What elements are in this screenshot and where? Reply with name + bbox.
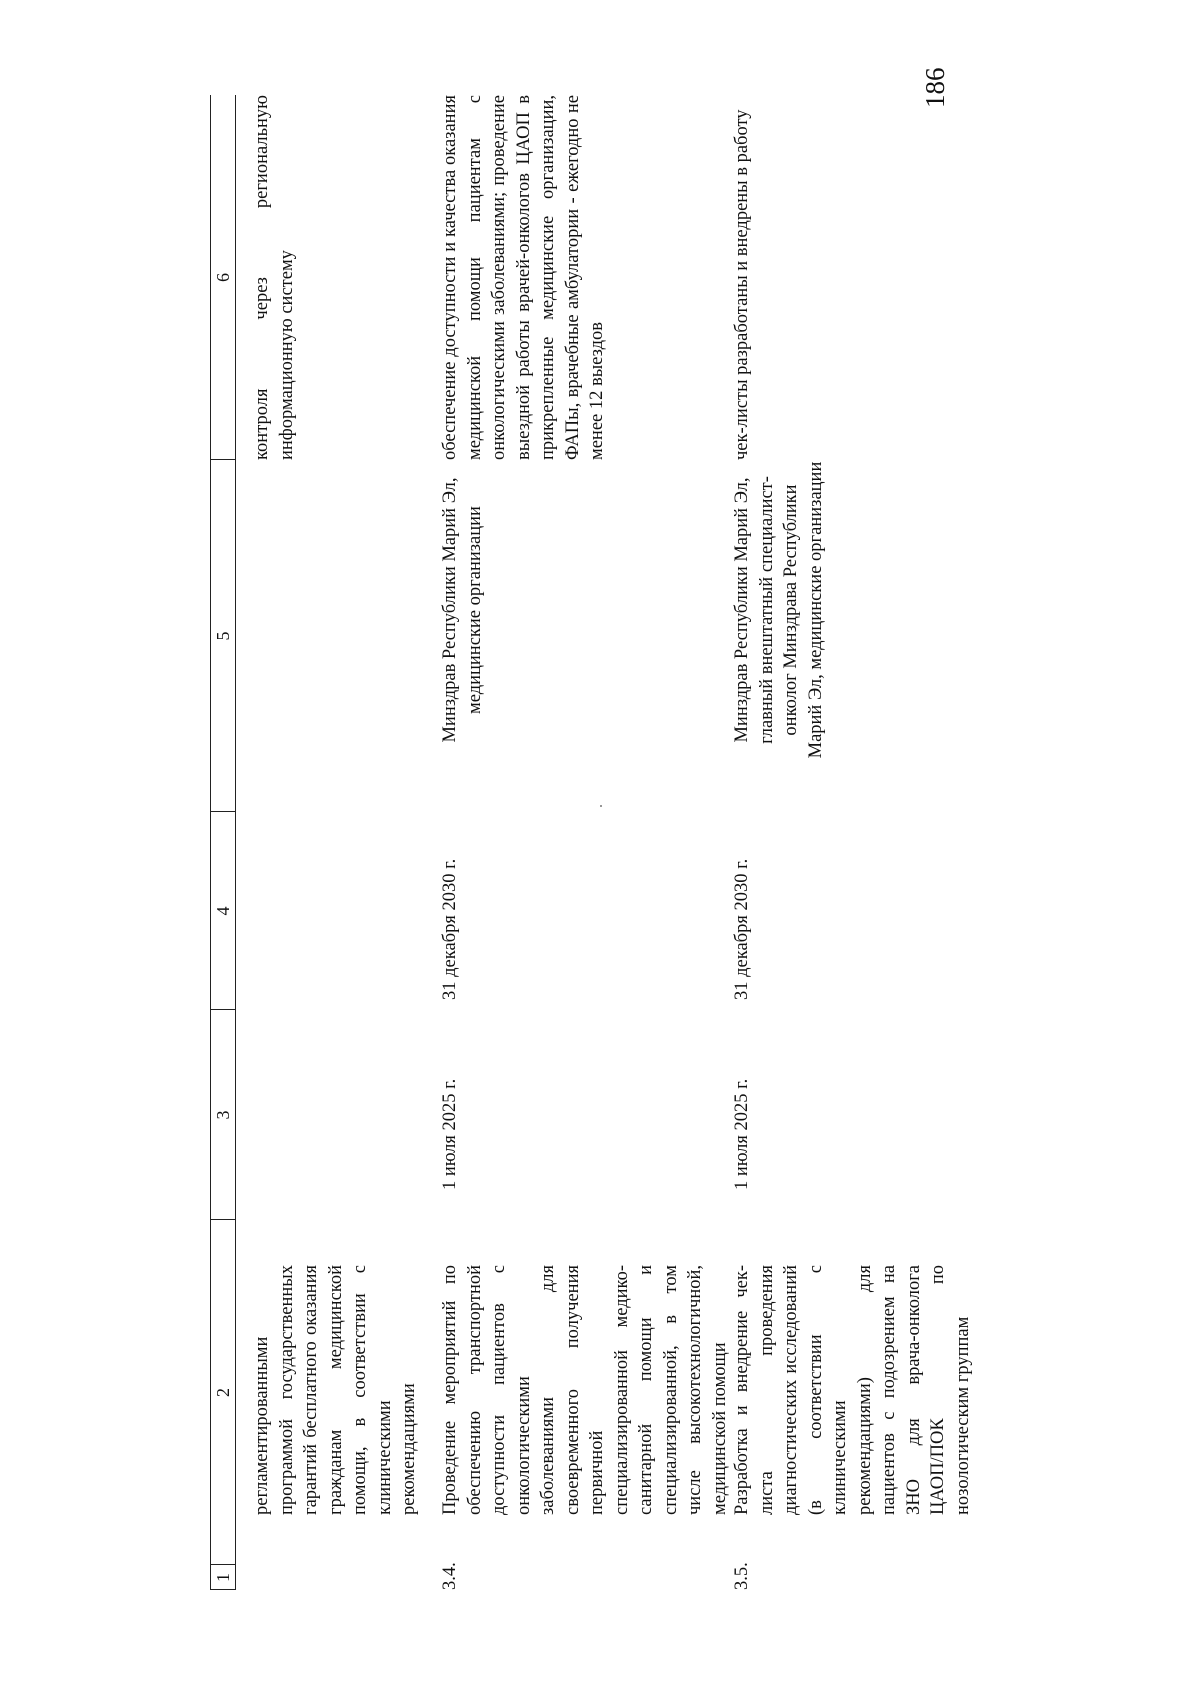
row-3-5-end: 31 декабря 2030 г. bbox=[732, 858, 752, 1000]
row-3-4-end: 31 декабря 2030 г. bbox=[440, 858, 460, 1000]
row-3-4-responsible: Минздрав Республики Марий Эл, медицинские организации bbox=[440, 477, 485, 743]
row-3-5-measure: Разработка и внедрение чек-листа проведения диагностических исследований (в соответствии с клиническими рекомендациями) для пациентов с подозрением на ЗНО для врача-онколога ЦАОП/ПОК по нозологическим группам bbox=[732, 1265, 973, 1515]
col-header-4: 4 bbox=[213, 906, 233, 916]
row-3-4-measure: Проведение мероприятий по обеспечению транспортной доступности пациентов с онкологическими заболеваниями для своевременного получения первичной специализированной медико-санитарной помощи и специализированной, в том числе высокотехнологичной, медицинской помощи bbox=[440, 1265, 730, 1515]
row-3-4-result: обеспечение доступности и качества оказания медицинской помощи пациентам с онкологическими заболеваниями; проведение выездной работы врачей-онкологов ЦАОП в прикрепленные медицинские организации, ФАПы, врачебные амбулатории - ежегодно не менее 12 выездов bbox=[440, 95, 607, 460]
table-top-rule bbox=[210, 95, 211, 1590]
col-header-1: 1 bbox=[213, 1573, 233, 1582]
row-3-4-number: 3.4. bbox=[440, 1562, 460, 1590]
row-continuation-measure: регламентированными программой государственных гарантий бесплатного оказания гражданам медицинской помощи, в соответствии с клиническими рекомендациями bbox=[252, 1265, 419, 1515]
page-number: 186 bbox=[920, 67, 950, 108]
row-3-5-start: 1 июля 2025 г. bbox=[732, 1078, 752, 1190]
col-header-2: 2 bbox=[213, 1388, 233, 1397]
col-header-3: 3 bbox=[213, 1110, 233, 1120]
row-continuation-result: контроля через региональную информационную систему bbox=[252, 95, 297, 460]
scan-speck bbox=[600, 805, 602, 807]
table-header-rule bbox=[235, 95, 236, 1590]
rotated-table bbox=[210, 95, 1010, 1590]
row-3-5-responsible: Минздрав Республики Марий Эл, главный внештатный специалист-онколог Минздрава Республики Марий Эл, медицинские организации bbox=[732, 461, 826, 759]
row-3-4-start: 1 июля 2025 г. bbox=[440, 1078, 460, 1190]
row-3-5-number: 3.5. bbox=[732, 1562, 752, 1590]
col-header-6: 6 bbox=[213, 273, 233, 282]
col-header-5: 5 bbox=[213, 631, 233, 641]
row-3-5-result: чек-листы разработаны и внедрены в работу bbox=[732, 109, 752, 460]
